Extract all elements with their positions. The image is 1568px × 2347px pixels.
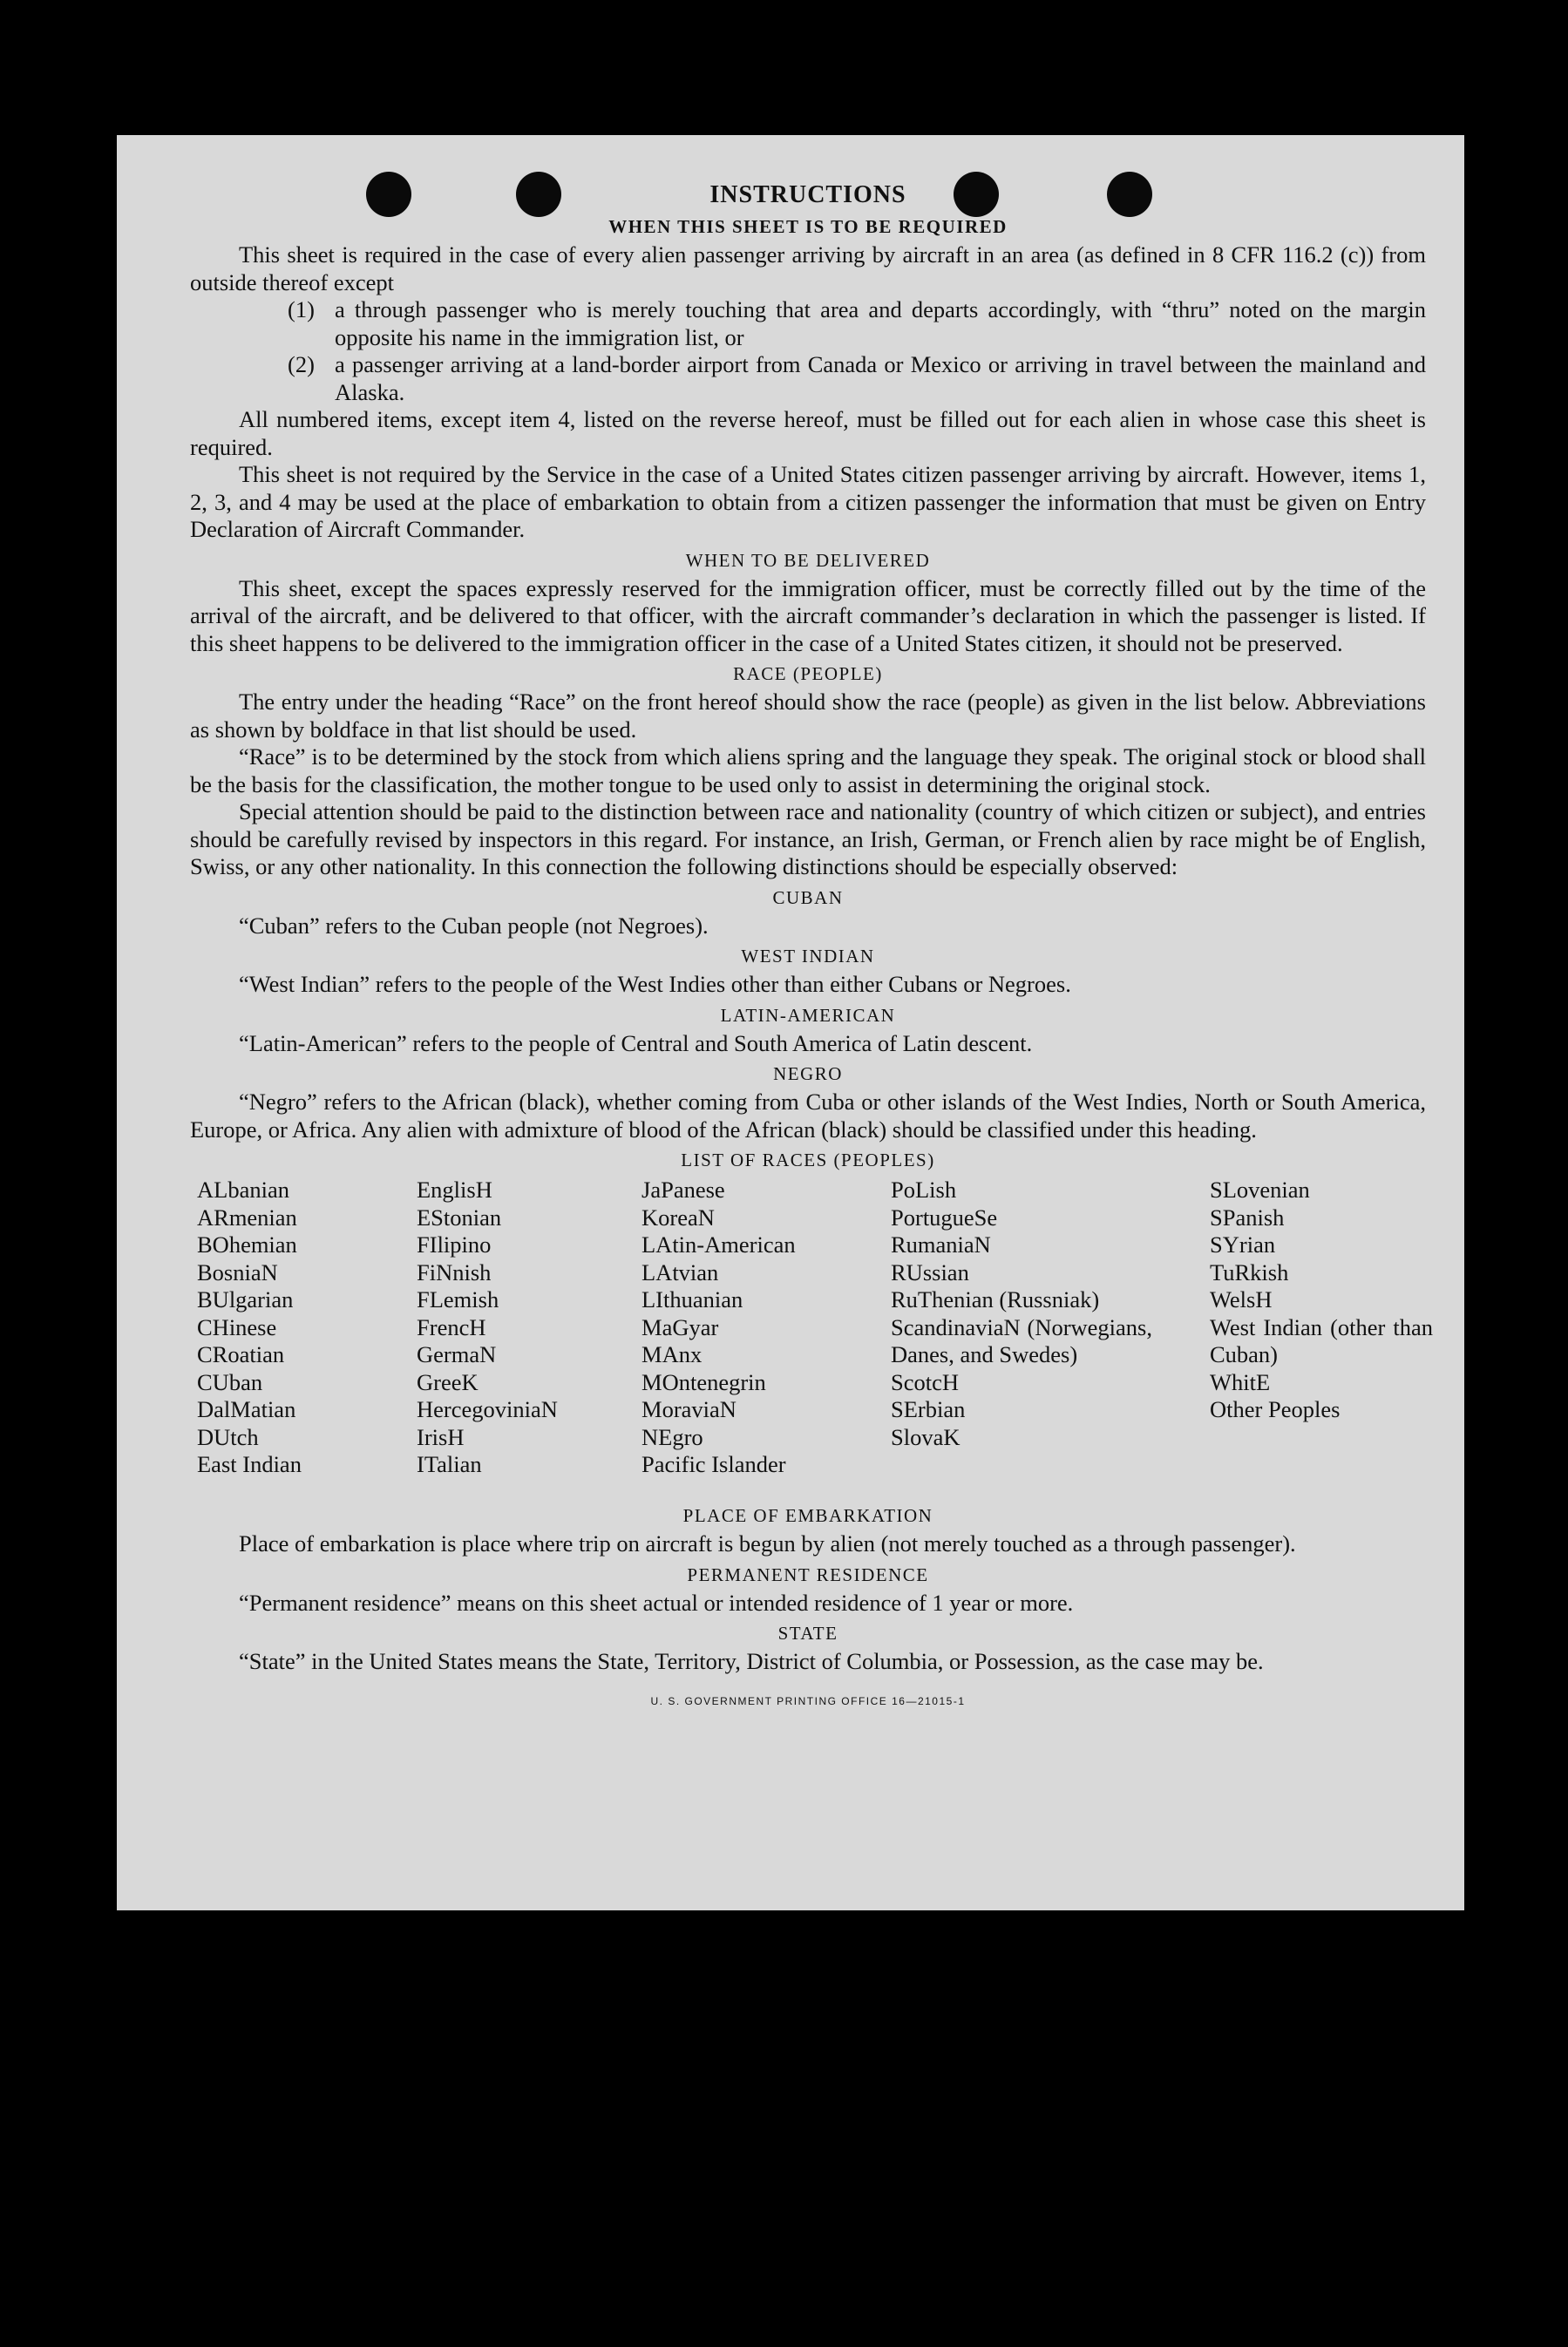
race-item: LAtvian: [641, 1258, 719, 1285]
race-item: PortugueSe: [891, 1204, 998, 1231]
paragraph: “State” in the United States means the State, Territory, District of Columbia, or Possession, as the case may be.: [239, 1648, 1264, 1674]
race-item: BUlgarian: [197, 1286, 294, 1313]
race-item: West Indian (other than Cuban): [1210, 1313, 1433, 1367]
race-item: TuRkish: [1210, 1258, 1289, 1285]
paragraph: Special attention should be paid to the distinction between race and nationality (country of which citizen or subject), and entries should be carefully revised by inspectors in this regard. For instance, an Irish, German, or French alien by race might be of English, Swiss, or any other nationality. In this connection the following distinctions should be especially observed:: [190, 798, 1426, 879]
race-item: HercegoviniaN: [417, 1396, 558, 1422]
paragraph: This sheet, except the spaces expressly reserved for the immigration officer, must be correctly filled out by the time of the arrival of the aircraft, and be delivered to that officer, with the aircraft commander’s declaration in which the passenger is listed. If this sheet happens to be delivered to the immigration officer in the case of a United States citizen, it should not be preserved.: [190, 574, 1426, 656]
document-body: [190, 180, 1433, 1715]
race-item: RumaniaN: [891, 1231, 991, 1258]
paragraph: All numbered items, except item 4, listed on the reverse hereof, must be filled out for each alien in whose case this sheet is required.: [190, 406, 1426, 460]
section-heading-when-delivered: WHEN TO BE DELIVERED: [685, 549, 931, 571]
race-item: Pacific Islander: [641, 1451, 786, 1477]
race-item: EStonian: [417, 1204, 502, 1231]
paragraph: The entry under the heading “Race” on the front hereof should show the race (people) as given in the list below. Abbreviations as shown by boldface in that list should be used.: [190, 688, 1426, 743]
list-item-text: a passenger arriving at a land-border airport from Canada or Mexico or arriving in travel between the mainland and Alaska.: [335, 351, 1426, 405]
section-heading-west-indian: WEST INDIAN: [741, 946, 875, 967]
race-item: RUssian: [891, 1258, 969, 1285]
race-item: ScotcH: [891, 1368, 960, 1395]
section-heading-cuban: CUBAN: [772, 886, 844, 908]
exception-list: [190, 296, 1426, 406]
race-item: CHinese: [197, 1313, 277, 1340]
instruction-sheet: [117, 135, 1464, 1910]
paragraph: “Cuban” refers to the Cuban people (not Negroes).: [239, 912, 709, 939]
race-item: MOntenegrin: [641, 1368, 766, 1395]
list-item: [190, 351, 1426, 406]
race-item: FrencH: [417, 1313, 486, 1340]
race-item: FiNnish: [417, 1258, 492, 1285]
race-item: ALbanian: [197, 1177, 289, 1203]
page-title: INSTRUCTIONS: [709, 181, 906, 208]
race-item: JaPanese: [641, 1177, 725, 1203]
race-item: Other Peoples: [1210, 1396, 1341, 1422]
race-item: ARmenian: [197, 1204, 297, 1231]
race-column: [417, 1177, 558, 1479]
section-heading-race: RACE (PEOPLE): [733, 663, 883, 684]
race-item: SYrian: [1210, 1231, 1276, 1258]
section-heading-list-of-races: LIST OF RACES (PEOPLES): [681, 1150, 935, 1170]
paragraph: This sheet is not required by the Service in the case of a United States citizen passenger arriving by aircraft. However, items 1, 2, 3, and 4 may be used at the place of embarkation to obtain from a citizen passenger the information that must be given on Entry Declaration of Aircraft Commander.: [190, 461, 1426, 542]
race-item: SlovaK: [891, 1423, 960, 1450]
race-item: BosniaN: [197, 1258, 278, 1285]
race-column: [197, 1177, 302, 1479]
printer-imprint: U. S. GOVERNMENT PRINTING OFFICE 16—21015-1: [650, 1694, 966, 1707]
race-item: NEgro: [641, 1423, 703, 1450]
race-item: ITalian: [417, 1451, 482, 1477]
section-heading-place-of-embarkation: PLACE OF EMBARKATION: [682, 1505, 933, 1526]
race-item: BOhemian: [197, 1231, 297, 1258]
race-column: [891, 1177, 1152, 1451]
race-item: IrisH: [417, 1423, 465, 1450]
paragraph: “Race” is to be determined by the stock from which aliens spring and the language they speak. The original stock or blood shall be the basis for the classification, the mother tongue to be used only to assist in determining the original stock.: [190, 743, 1426, 797]
paragraph: “Negro” refers to the African (black), whether coming from Cuba or other islands of the West Indies, North or South America, Europe, or Africa. Any alien with admixture of blood of the African (black) should be classified under this heading.: [190, 1089, 1426, 1143]
paragraph: “Latin-American” refers to the people of Central and South America of Latin descent.: [239, 1029, 1033, 1056]
race-item: East Indian: [197, 1451, 302, 1477]
list-item-text: a through passenger who is merely touching that area and departs accordingly, with “thru” noted on the margin opposite his name in the immigration list, or: [335, 296, 1426, 350]
race-item: GreeK: [417, 1368, 479, 1395]
race-list: [190, 1177, 1433, 1499]
race-item: SPanish: [1210, 1204, 1285, 1231]
section-heading-when-required: WHEN THIS SHEET IS TO BE REQUIRED: [608, 216, 1008, 237]
race-item: ScandinaviaN (Norwegians, Danes, and Swedes): [891, 1313, 1152, 1367]
race-item: DUtch: [197, 1423, 259, 1450]
race-item: RuThenian (Russniak): [891, 1286, 1100, 1313]
race-item: MaGyar: [641, 1313, 719, 1340]
race-item: GermaN: [417, 1341, 497, 1367]
race-item: DalMatian: [197, 1396, 296, 1422]
race-item: FIlipino: [417, 1231, 492, 1258]
race-item: CRoatian: [197, 1341, 285, 1367]
paragraph: “West Indian” refers to the people of the West Indies other than either Cubans or Negroes.: [239, 971, 1071, 997]
section-heading-negro: NEGRO: [773, 1063, 843, 1084]
race-item: CUban: [197, 1368, 263, 1395]
race-item: MoraviaN: [641, 1396, 736, 1422]
race-item: WhitE: [1210, 1368, 1271, 1395]
race-item: KoreaN: [641, 1204, 715, 1231]
race-item: PoLish: [891, 1177, 957, 1203]
paragraph: This sheet is required in the case of every alien passenger arriving by aircraft in an area (as defined in 8 CFR 116.2 (c)) from outside thereof except: [190, 241, 1426, 295]
race-item: LIthuanian: [641, 1286, 743, 1313]
list-item-number: (2): [288, 351, 315, 377]
race-item: SErbian: [891, 1396, 966, 1422]
paragraph: “Permanent residence” means on this sheet actual or intended residence of 1 year or more.: [239, 1589, 1074, 1616]
section-heading-latin-american: LATIN-AMERICAN: [720, 1004, 896, 1026]
section-heading-permanent-residence: PERMANENT RESIDENCE: [687, 1564, 929, 1585]
race-item: WelsH: [1210, 1286, 1273, 1313]
race-column: [1210, 1177, 1433, 1424]
paragraph: Place of embarkation is place where trip on aircraft is begun by alien (not merely touched as a through passenger).: [239, 1530, 1296, 1557]
race-item: SLovenian: [1210, 1177, 1310, 1203]
race-item: FLemish: [417, 1286, 499, 1313]
race-item: EnglisH: [417, 1177, 492, 1203]
race-item: LAtin-American: [641, 1231, 796, 1258]
race-column: [641, 1177, 796, 1479]
list-item-number: (1): [288, 296, 315, 322]
list-item: [190, 296, 1426, 351]
section-heading-state: STATE: [777, 1623, 838, 1644]
race-item: MAnx: [641, 1341, 703, 1367]
